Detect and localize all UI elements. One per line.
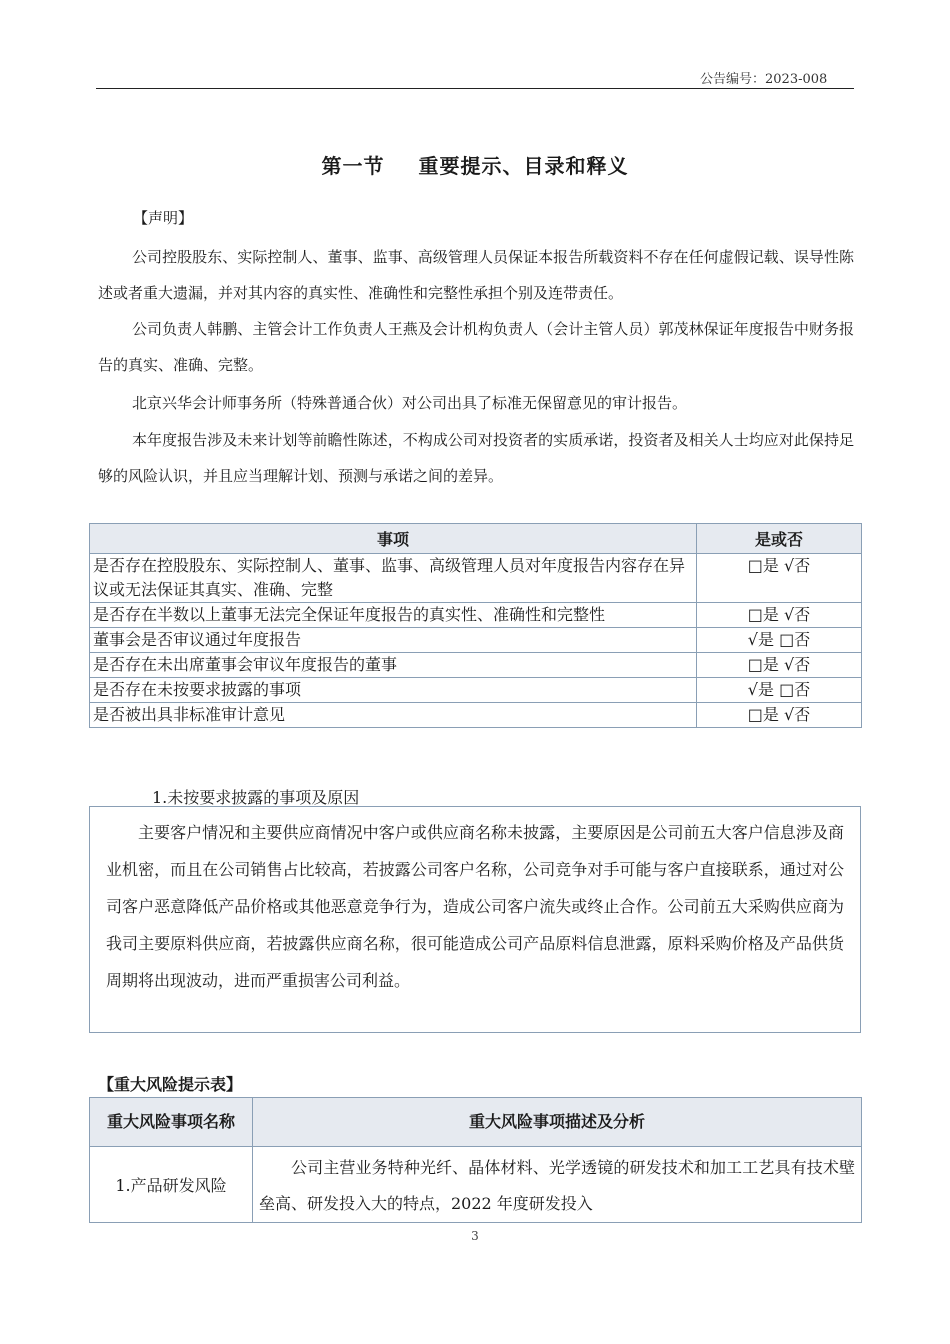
declaration-answer: □是 √否 (697, 653, 862, 678)
declaration-item: 董事会是否审议通过年度报告 (90, 628, 697, 653)
declaration-answer: □是 √否 (697, 554, 862, 603)
column-header: 是或否 (697, 524, 862, 554)
declaration-item: 是否存在控股股东、实际控制人、董事、监事、高级管理人员对年度报告内容存在异议或无法保证其真实、准确、完整 (90, 554, 697, 603)
declaration-item: 是否存在未出席董事会审议年度报告的董事 (90, 653, 697, 678)
statement-paragraph: 公司控股股东、实际控制人、董事、监事、高级管理人员保证本报告所载资料不存在任何虚假记载、误导性陈述或者重大遗漏，并对其内容的真实性、准确性和完整性承担个别及连带责任。 (98, 248, 854, 302)
undisclosed-heading: 1.未按要求披露的事项及原因 (152, 788, 360, 807)
header-rule (96, 88, 854, 89)
column-header: 事项 (90, 524, 697, 554)
declaration-item: 是否被出具非标准审计意见 (90, 703, 697, 728)
table-row (90, 703, 862, 728)
declaration-item: 是否存在半数以上董事无法完全保证年度报告的真实性、准确性和完整性 (90, 603, 697, 628)
section-name: 重要提示、目录和释义 (418, 154, 629, 178)
statement-paragraph: 公司负责人韩鹏、主管会计工作负责人王燕及会计机构负责人（会计主管人员）郭茂林保证年度报告中财务报告的真实、准确、完整。 (98, 320, 854, 374)
column-header: 重大风险事项描述及分析 (253, 1098, 862, 1147)
section-title (0, 150, 950, 179)
statement-paragraph: 本年度报告涉及未来计划等前瞻性陈述，不构成公司对投资者的实质承诺，投资者及相关人士均应对此保持足够的风险认识，并且应当理解计划、预测与承诺之间的差异。 (98, 431, 854, 485)
table-row (90, 628, 862, 653)
declaration-answer: □是 √否 (697, 703, 862, 728)
risk-name: 1.产品研发风险 (90, 1147, 253, 1223)
table-row (90, 554, 862, 603)
page-number: 3 (471, 1229, 479, 1243)
risk-table-heading: 【重大风险提示表】 (98, 1075, 243, 1094)
column-header: 重大风险事项名称 (90, 1098, 253, 1147)
table-row (90, 653, 862, 678)
declaration-answer: □是 √否 (697, 603, 862, 628)
declaration-answer: √是 □否 (697, 678, 862, 703)
risk-table (89, 1097, 862, 1223)
table-header-row (90, 1098, 862, 1147)
risk-description: 公司主营业务特种光纤、晶体材料、光学透镜的研发技术和加工工艺具有技术壁垒高、研发投入大的特点，2022 年度研发投入 (253, 1147, 862, 1223)
table-row (90, 678, 862, 703)
statement-heading: 【声明】 (133, 209, 194, 227)
table-row (90, 1147, 862, 1223)
section-number: 第一节 (321, 154, 385, 178)
statement-paragraph: 北京兴华会计师事务所（特殊普通合伙）对公司出具了标准无保留意见的审计报告。 (132, 394, 688, 412)
declaration-answer: √是 □否 (697, 628, 862, 653)
undisclosed-reason-box: 主要客户情况和主要供应商情况中客户或供应商名称未披露，主要原因是公司前五大客户信息涉及商业机密，而且在公司销售占比较高，若披露公司客户名称，公司竞争对手可能与客户直接联系，通过对公司客户恶意降低产品价格或其他恶意竞争行为，造成公司客户流失或终止合作。公司前五大采购供应商为我司主要原料供应商，若披露供应商名称，很可能造成公司产品原料信息泄露，原料采购价格及产品供货周期将出现波动，进而严重损害公司利益。 (89, 806, 861, 1033)
declaration-item: 是否存在未按要求披露的事项 (90, 678, 697, 703)
announcement-code: 公告编号：2023-008 (700, 72, 828, 87)
declaration-table (89, 523, 862, 728)
table-row (90, 603, 862, 628)
table-header-row (90, 524, 862, 554)
